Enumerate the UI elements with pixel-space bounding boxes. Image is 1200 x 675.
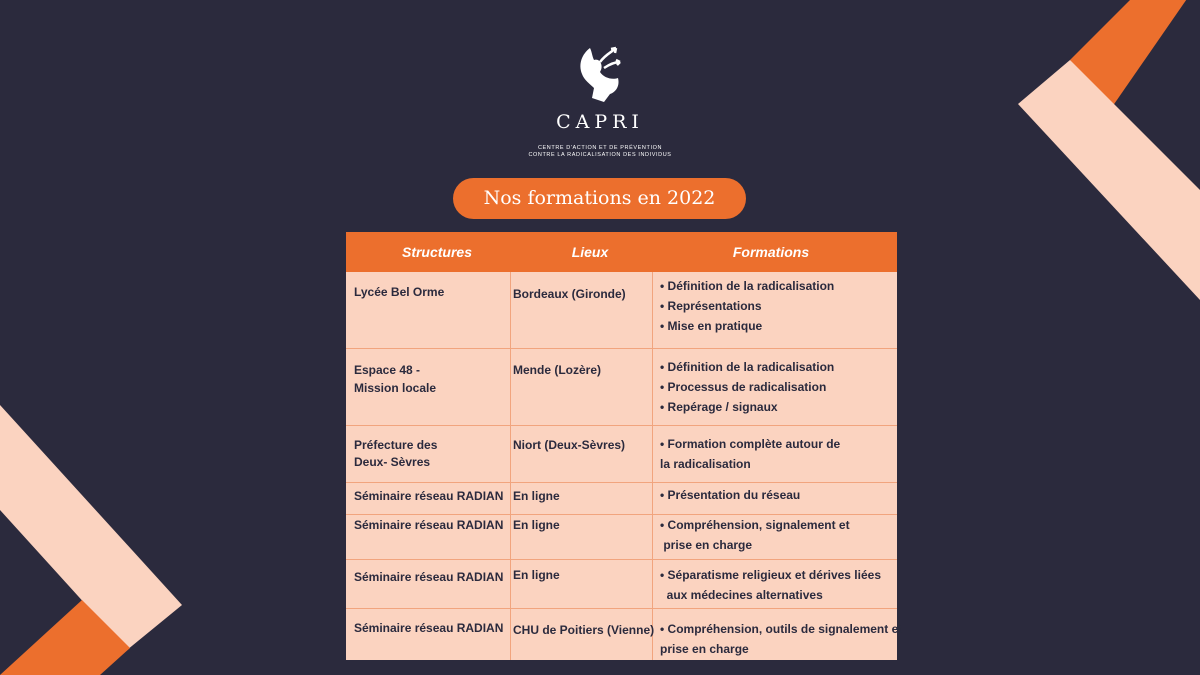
brand-name: CAPRI: [556, 111, 644, 133]
row-divider: [346, 348, 897, 349]
list-item: • Définition de la radicalisation: [660, 360, 835, 374]
table-row-3-structure-line1: Préfecture des: [354, 438, 438, 452]
list-item: • Représentations: [660, 299, 762, 313]
table-row-2-formations: [660, 357, 834, 417]
list-item: aux médecines alternatives: [660, 588, 823, 602]
table-row-5-formations: [660, 515, 850, 555]
table-row-7-formations: [660, 619, 902, 659]
list-item: • Compréhension, outils de signalement et: [660, 622, 903, 636]
table-row-3-lieu: Niort (Deux-Sèvres): [513, 438, 626, 452]
table-row-6-lieu: En ligne: [513, 568, 560, 582]
column-divider: [652, 272, 653, 660]
table-row-7-structure: Séminaire réseau RADIAN: [354, 621, 504, 635]
table-row-5-structure: Séminaire réseau RADIAN: [354, 518, 504, 532]
list-item: • Compréhension, signalement et: [660, 518, 850, 532]
header-structures: Structures: [401, 244, 473, 260]
capri-logo-icon: [560, 40, 640, 110]
table-row-1-formations: [660, 276, 834, 336]
table-header: [346, 232, 897, 272]
list-item: • Repérage / signaux: [660, 400, 778, 414]
list-item: prise en charge: [660, 642, 749, 656]
header-formations: Formations: [732, 244, 810, 260]
list-item: • Séparatisme religieux et dérives liées: [660, 568, 881, 582]
table-row-5-lieu: En ligne: [513, 518, 560, 532]
table-row-2-structure-line1: Espace 48 -: [354, 363, 421, 377]
header-lieux: Lieux: [571, 244, 609, 260]
page-title: Nos formations en 2022: [453, 178, 746, 219]
row-divider: [346, 608, 897, 609]
table-row-3-structure-line2: Deux- Sèvres: [354, 455, 431, 469]
list-item: prise en charge: [660, 538, 753, 552]
table-row-1-lieu: Bordeaux (Gironde): [513, 287, 626, 301]
list-item: • Formation complète autour de: [660, 437, 841, 451]
list-item: la radicalisation: [660, 457, 751, 471]
list-item: • Mise en pratique: [660, 319, 763, 333]
row-divider: [346, 559, 897, 560]
table-row-1-structure: Lycée Bel Orme: [354, 285, 445, 299]
list-item: • Processus de radicalisation: [660, 380, 827, 394]
brand-tagline-line1: CENTRE D'ACTION ET DE PRÉVENTION: [537, 145, 663, 151]
table-row-4-structure: Séminaire réseau RADIAN: [354, 489, 504, 503]
table-row-7-lieu: CHU de Poitiers (Vienne): [513, 623, 655, 637]
column-divider: [510, 272, 511, 660]
list-item: • Définition de la radicalisation: [660, 279, 835, 293]
table-row-4-formations: [660, 485, 800, 505]
table-row-6-structure: Séminaire réseau RADIAN: [354, 570, 504, 584]
table-row-4-lieu: En ligne: [513, 489, 560, 503]
table-row-6-formations: [660, 565, 881, 605]
formations-table: [346, 232, 903, 660]
row-divider: [346, 482, 897, 483]
table-row-2-lieu: Mende (Lozère): [513, 363, 602, 377]
table-row-3-formations: [660, 434, 840, 474]
table-row-2-structure-line2: Mission locale: [354, 381, 437, 395]
brand-tagline-line2: CONTRE LA RADICALISATION DES INDIVIDUS: [528, 152, 672, 158]
row-divider: [346, 425, 897, 426]
list-item: • Présentation du réseau: [660, 488, 801, 502]
